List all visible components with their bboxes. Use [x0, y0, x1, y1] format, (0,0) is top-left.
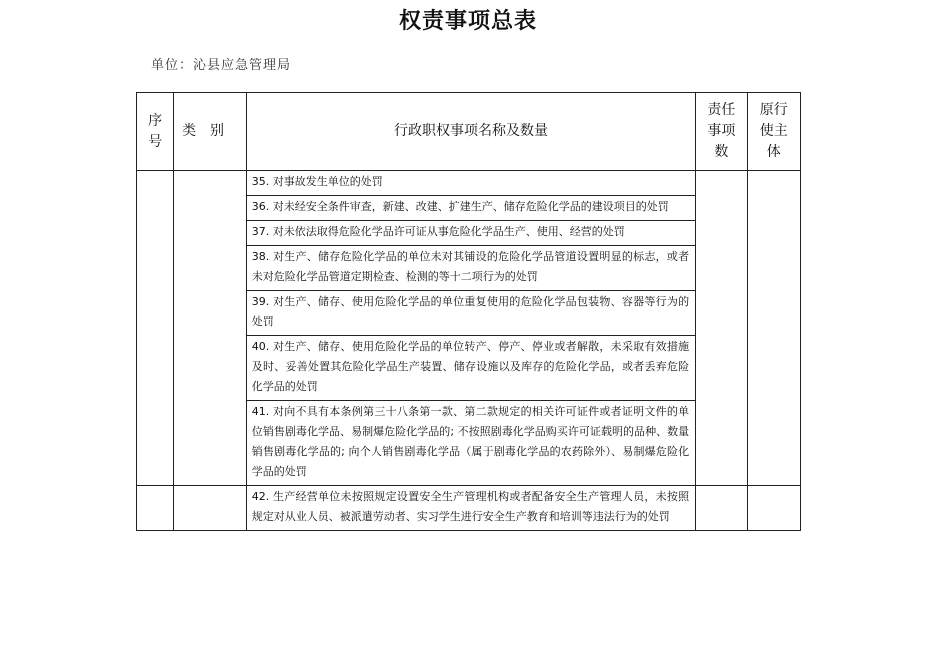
group-responsibility-cell	[696, 171, 747, 486]
power-items-table	[136, 92, 801, 531]
header-responsibility: 责任 事项 数	[696, 93, 747, 171]
group-category-cell	[174, 171, 247, 486]
item-text-cell: 37. 对未依法取得危险化学品许可证从事危险化学品生产、使用、经营的处罚	[246, 221, 695, 246]
item-text-cell: 38. 对生产、储存危险化学品的单位未对其铺设的危险化学品管道设置明显的标志，或者未对危险化学品管道定期检查、检测的等十二项行为的处罚	[246, 246, 695, 291]
item-text-cell: 36. 对未经安全条件审查，新建、改建、扩建生产、储存危险化学品的建设项目的处罚	[246, 196, 695, 221]
item-text-cell: 39. 对生产、储存、使用危险化学品的单位重复使用的危险化学品包装物、容器等行为的处罚	[246, 291, 695, 336]
item-text-cell: 35. 对事故发生单位的处罚	[246, 171, 695, 196]
header-seq: 序 号	[137, 93, 174, 171]
page-title: 权责事项总表	[398, 9, 537, 34]
group-seq-cell	[137, 486, 174, 531]
group-seq-cell	[137, 171, 174, 486]
table-row	[137, 171, 801, 196]
unit-label: 单位：沁县应急管理局	[151, 58, 292, 73]
header-category: 类别	[174, 93, 247, 171]
header-item: 行政职权事项名称及数量	[246, 93, 695, 171]
item-text-cell: 40. 对生产、储存、使用危险化学品的单位转产、停产、停业或者解散，未采取有效措施及时、妥善处置其危险化学品生产装置、储存设施以及库存的危险化学品，或者丢弃危险化学品的处罚	[246, 336, 695, 401]
header-implementer: 原行 使主 体	[747, 93, 800, 171]
group-implementer-cell	[747, 486, 800, 531]
table-header-row	[137, 93, 801, 171]
item-text-cell: 42. 生产经营单位未按照规定设置安全生产管理机构或者配备安全生产管理人员，未按照规定对从业人员、被派遣劳动者、实习学生进行安全生产教育和培训等违法行为的处罚	[246, 486, 695, 531]
table-row	[137, 486, 801, 531]
group-implementer-cell	[747, 171, 800, 486]
group-responsibility-cell	[696, 486, 747, 531]
item-text-cell: 41. 对向不具有本条例第三十八条第一款、第二款规定的相关许可证件或者证明文件的单位销售剧毒化学品、易制爆危险化学品的; 不按照剧毒化学品购买许可证载明的品种、数量销售剧毒化学品的; 向个人销售剧毒化学品（属于剧毒化学品的农药除外）、易制爆危险化学品的处罚	[246, 401, 695, 486]
group-category-cell	[174, 486, 247, 531]
